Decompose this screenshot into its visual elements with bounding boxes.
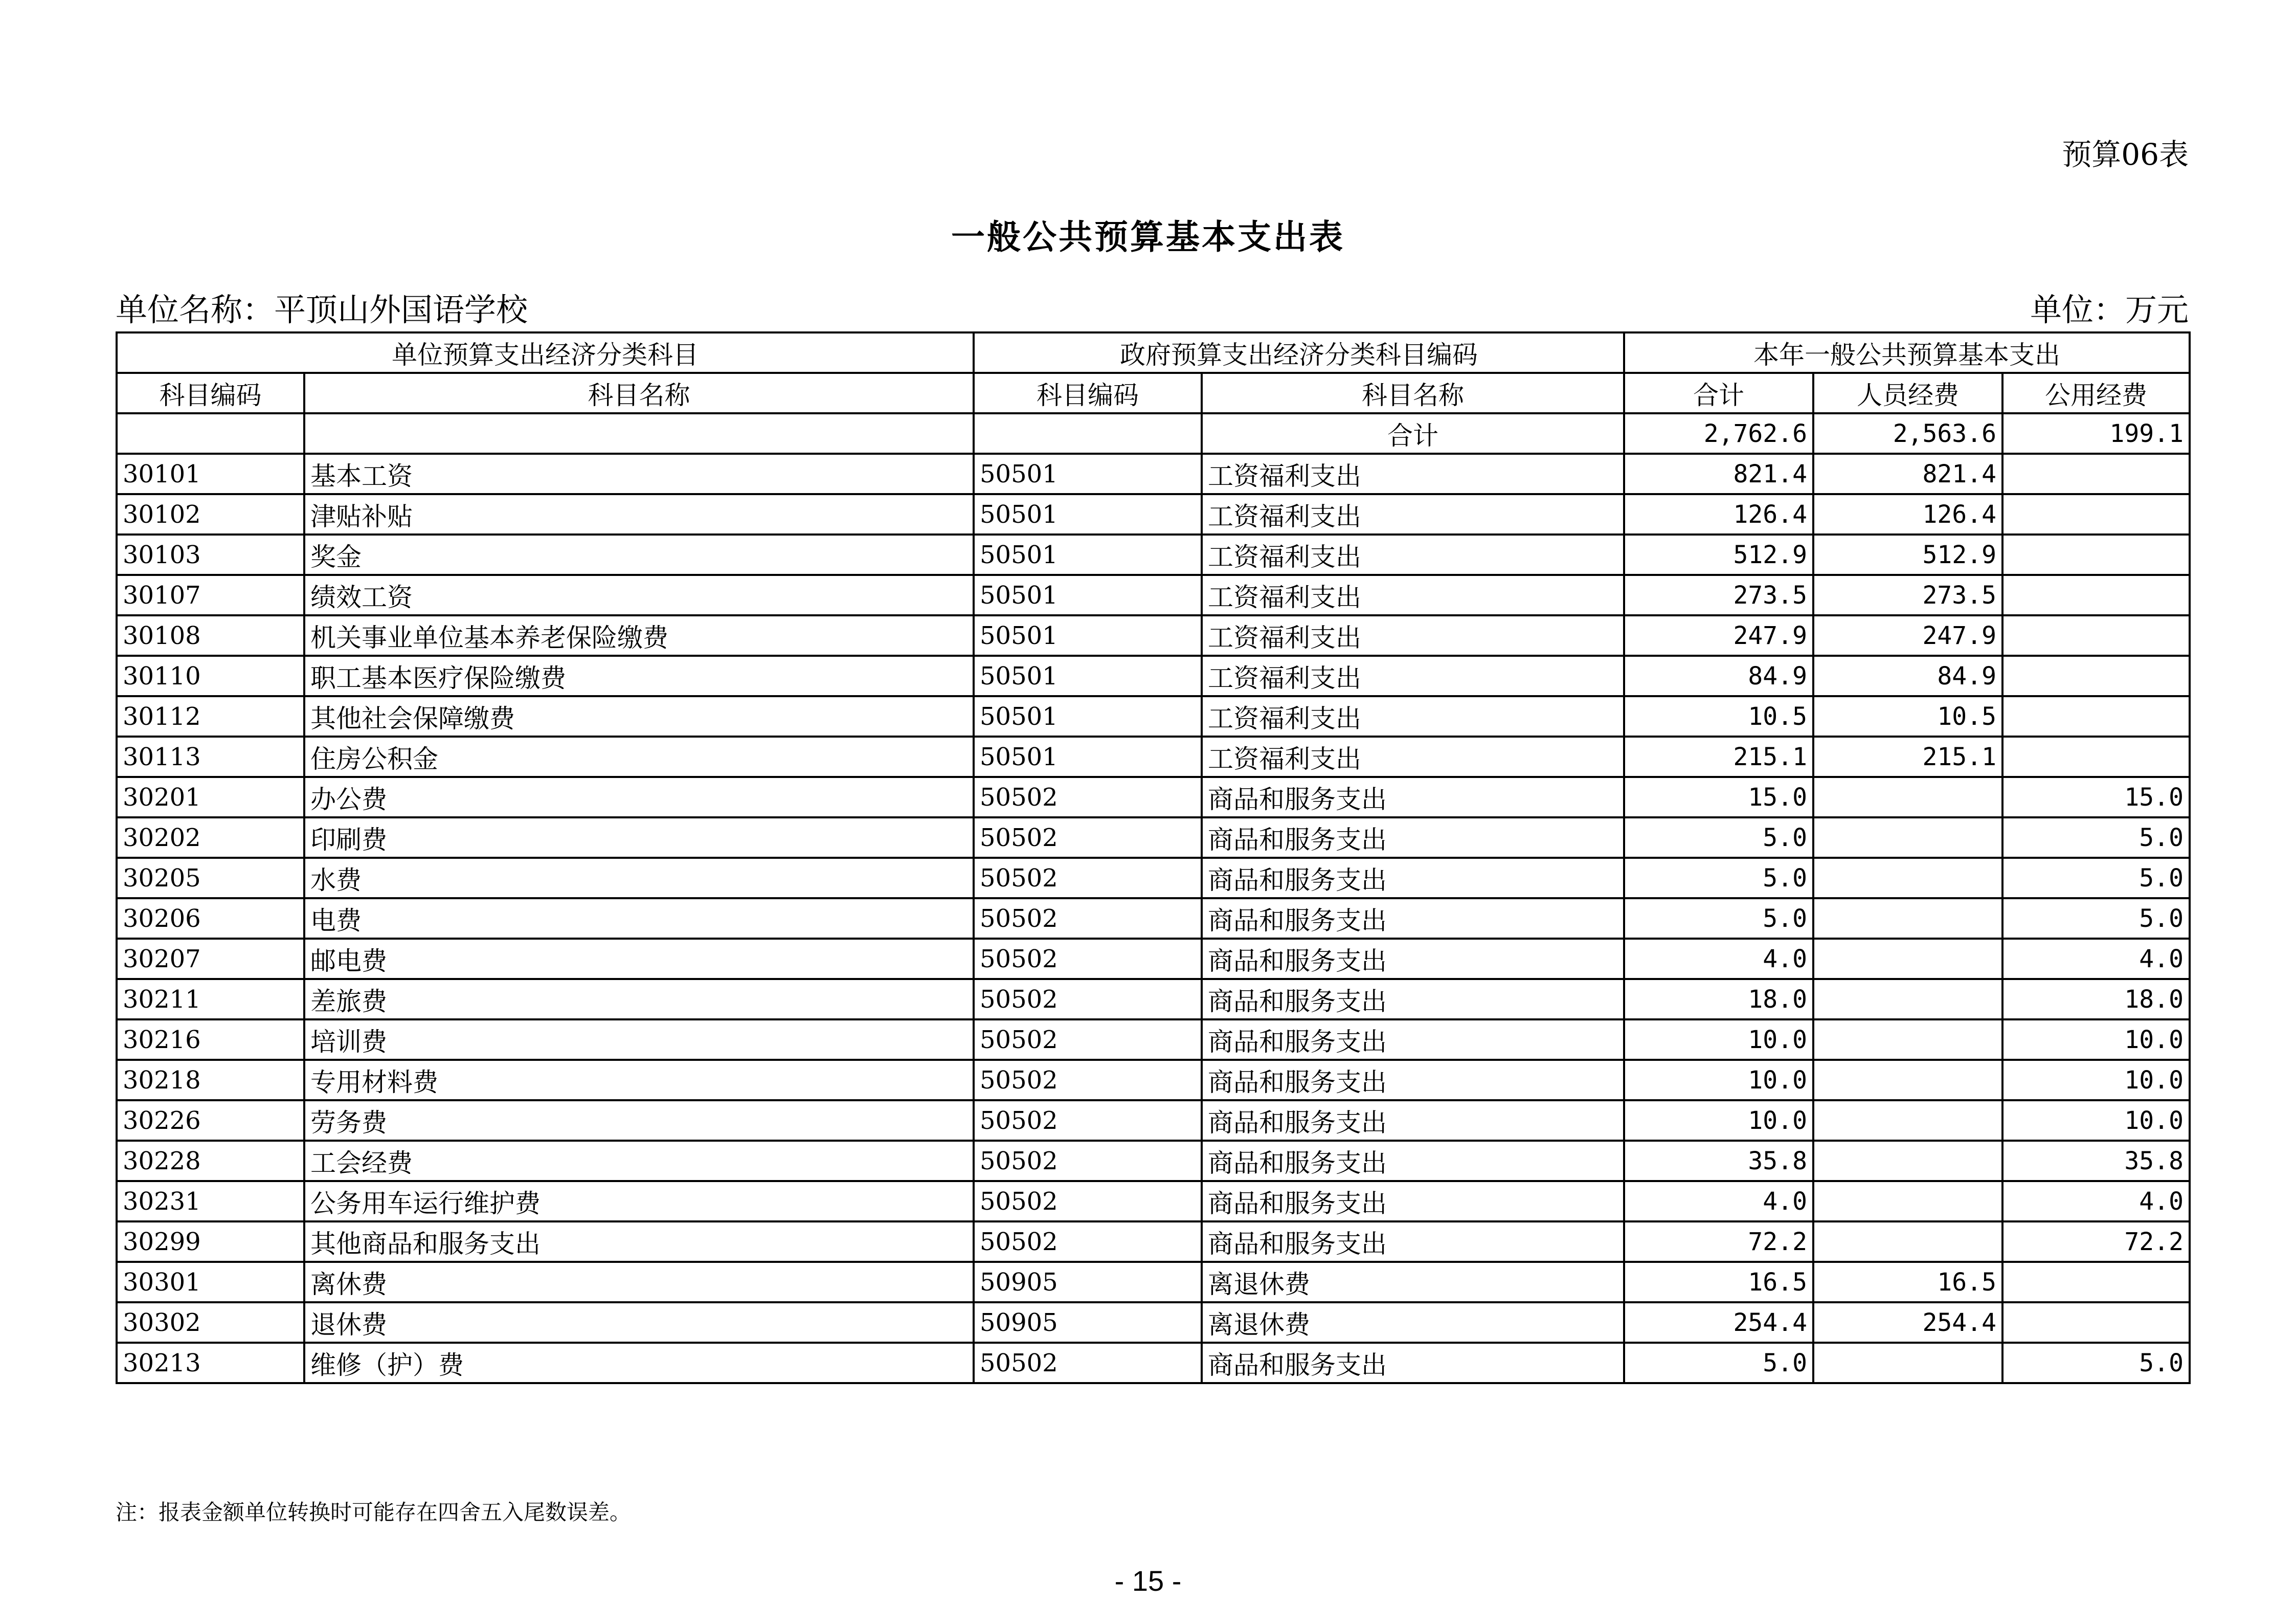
cell-gov-subject-name: 商品和服务支出 bbox=[1202, 979, 1624, 1019]
cell-public-expense bbox=[2002, 1302, 2190, 1343]
unit-line bbox=[116, 286, 2189, 327]
page-title: 一般公共预算基本支出表 bbox=[951, 217, 1345, 257]
cell-total: 821.4 bbox=[1624, 454, 1813, 494]
table-row bbox=[117, 615, 2190, 656]
cell-subject-code: 30202 bbox=[117, 817, 304, 858]
table-row bbox=[117, 777, 2190, 817]
header-annual-expenditure: 本年一般公共预算基本支出 bbox=[1624, 332, 2190, 373]
cell-personnel-expense bbox=[1813, 1100, 2002, 1141]
cell-subject-name: 培训费 bbox=[304, 1019, 974, 1060]
table-row bbox=[117, 898, 2190, 939]
header-government-classification: 政府预算支出经济分类科目编码 bbox=[974, 332, 1624, 373]
cell-public-expense bbox=[2002, 494, 2190, 535]
cell-subject-code: 30110 bbox=[117, 656, 304, 696]
cell-personnel-expense bbox=[1813, 1221, 2002, 1262]
header-column-row bbox=[117, 373, 2190, 413]
cell-subject-name: 津贴补贴 bbox=[304, 494, 974, 535]
cell-gov-subject-name: 商品和服务支出 bbox=[1202, 1221, 1624, 1262]
cell-subject-name: 劳务费 bbox=[304, 1100, 974, 1141]
cell-public-expense: 10.0 bbox=[2002, 1100, 2190, 1141]
cell-public-expense: 4.0 bbox=[2002, 1181, 2190, 1221]
cell-subject-name: 维修（护）费 bbox=[304, 1343, 974, 1383]
cell-public-expense: 10.0 bbox=[2002, 1019, 2190, 1060]
cell-gov-subject-name: 商品和服务支出 bbox=[1202, 1343, 1624, 1383]
cell-total: 126.4 bbox=[1624, 494, 1813, 535]
cell-gov-subject-code: 50502 bbox=[974, 817, 1202, 858]
cell-personnel-expense: 16.5 bbox=[1813, 1262, 2002, 1302]
total-row-public: 199.1 bbox=[2002, 413, 2190, 454]
cell-subject-name: 绩效工资 bbox=[304, 575, 974, 615]
cell-subject-code: 30107 bbox=[117, 575, 304, 615]
cell-public-expense: 5.0 bbox=[2002, 817, 2190, 858]
cell-subject-code: 30302 bbox=[117, 1302, 304, 1343]
cell-subject-name: 专用材料费 bbox=[304, 1060, 974, 1100]
cell-subject-code: 30299 bbox=[117, 1221, 304, 1262]
cell-total: 10.0 bbox=[1624, 1019, 1813, 1060]
cell-gov-subject-name: 商品和服务支出 bbox=[1202, 1019, 1624, 1060]
cell-gov-subject-name: 工资福利支出 bbox=[1202, 696, 1624, 737]
cell-total: 247.9 bbox=[1624, 615, 1813, 656]
footnote: 注：报表金额单位转换时可能存在四舍五入尾数误差。 bbox=[116, 1500, 632, 1525]
cell-gov-subject-code: 50501 bbox=[974, 535, 1202, 575]
cell-total: 35.8 bbox=[1624, 1141, 1813, 1181]
table-row bbox=[117, 1302, 2190, 1343]
currency-unit: 单位：万元 bbox=[2030, 291, 2189, 328]
cell-gov-subject-name: 工资福利支出 bbox=[1202, 575, 1624, 615]
cell-subject-code: 30231 bbox=[117, 1181, 304, 1221]
cell-personnel-expense bbox=[1813, 898, 2002, 939]
cell-subject-name: 其他社会保障缴费 bbox=[304, 696, 974, 737]
total-row-code bbox=[117, 413, 304, 454]
table-row bbox=[117, 1141, 2190, 1181]
cell-subject-code: 30102 bbox=[117, 494, 304, 535]
cell-total: 10.0 bbox=[1624, 1100, 1813, 1141]
cell-personnel-expense bbox=[1813, 1181, 2002, 1221]
cell-gov-subject-code: 50905 bbox=[974, 1262, 1202, 1302]
header-subject-name: 科目名称 bbox=[304, 373, 974, 413]
cell-total: 18.0 bbox=[1624, 979, 1813, 1019]
header-group-row bbox=[117, 332, 2190, 373]
cell-subject-code: 30112 bbox=[117, 696, 304, 737]
cell-subject-code: 30216 bbox=[117, 1019, 304, 1060]
cell-gov-subject-code: 50502 bbox=[974, 1100, 1202, 1141]
cell-total: 5.0 bbox=[1624, 817, 1813, 858]
cell-total: 15.0 bbox=[1624, 777, 1813, 817]
cell-personnel-expense bbox=[1813, 777, 2002, 817]
cell-personnel-expense: 10.5 bbox=[1813, 696, 2002, 737]
cell-personnel-expense: 273.5 bbox=[1813, 575, 2002, 615]
cell-public-expense: 15.0 bbox=[2002, 777, 2190, 817]
table-header bbox=[117, 332, 2190, 413]
total-row-label: 合计 bbox=[1202, 413, 1624, 454]
cell-gov-subject-name: 商品和服务支出 bbox=[1202, 898, 1624, 939]
cell-total: 5.0 bbox=[1624, 1343, 1813, 1383]
header-total: 合计 bbox=[1624, 373, 1813, 413]
cell-subject-name: 电费 bbox=[304, 898, 974, 939]
table-row bbox=[117, 1060, 2190, 1100]
cell-subject-code: 30211 bbox=[117, 979, 304, 1019]
cell-gov-subject-code: 50502 bbox=[974, 1221, 1202, 1262]
header-public-expense: 公用经费 bbox=[2002, 373, 2190, 413]
cell-gov-subject-code: 50502 bbox=[974, 1343, 1202, 1383]
cell-gov-subject-name: 工资福利支出 bbox=[1202, 535, 1624, 575]
cell-subject-name: 基本工资 bbox=[304, 454, 974, 494]
table-row bbox=[117, 939, 2190, 979]
cell-gov-subject-name: 工资福利支出 bbox=[1202, 494, 1624, 535]
header-gov-subject-code: 科目编码 bbox=[974, 373, 1202, 413]
cell-subject-name: 住房公积金 bbox=[304, 737, 974, 777]
cell-personnel-expense: 512.9 bbox=[1813, 535, 2002, 575]
cell-total: 84.9 bbox=[1624, 656, 1813, 696]
cell-subject-name: 工会经费 bbox=[304, 1141, 974, 1181]
cell-subject-code: 30226 bbox=[117, 1100, 304, 1141]
total-row-gov-code bbox=[974, 413, 1202, 454]
budget-table bbox=[116, 331, 2191, 1384]
table-row bbox=[117, 1100, 2190, 1141]
total-row-name bbox=[304, 413, 974, 454]
cell-gov-subject-name: 商品和服务支出 bbox=[1202, 1060, 1624, 1100]
cell-public-expense: 5.0 bbox=[2002, 898, 2190, 939]
cell-public-expense bbox=[2002, 737, 2190, 777]
header-subject-code: 科目编码 bbox=[117, 373, 304, 413]
cell-total: 10.5 bbox=[1624, 696, 1813, 737]
table-row bbox=[117, 535, 2190, 575]
cell-subject-code: 30101 bbox=[117, 454, 304, 494]
cell-public-expense bbox=[2002, 696, 2190, 737]
cell-subject-code: 30201 bbox=[117, 777, 304, 817]
cell-public-expense: 35.8 bbox=[2002, 1141, 2190, 1181]
table-body bbox=[117, 413, 2190, 1383]
table-row bbox=[117, 1181, 2190, 1221]
cell-public-expense bbox=[2002, 1262, 2190, 1302]
cell-subject-code: 30213 bbox=[117, 1343, 304, 1383]
cell-total: 273.5 bbox=[1624, 575, 1813, 615]
total-row-total: 2,762.6 bbox=[1624, 413, 1813, 454]
page-number: - 15 - bbox=[1114, 1565, 1182, 1597]
cell-personnel-expense: 254.4 bbox=[1813, 1302, 2002, 1343]
table-row bbox=[117, 1221, 2190, 1262]
cell-subject-name: 机关事业单位基本养老保险缴费 bbox=[304, 615, 974, 656]
header-unit-classification: 单位预算支出经济分类科目 bbox=[117, 332, 974, 373]
cell-public-expense: 10.0 bbox=[2002, 1060, 2190, 1100]
cell-subject-code: 30206 bbox=[117, 898, 304, 939]
cell-gov-subject-code: 50502 bbox=[974, 1060, 1202, 1100]
table-row bbox=[117, 1019, 2190, 1060]
cell-total: 5.0 bbox=[1624, 898, 1813, 939]
cell-personnel-expense: 126.4 bbox=[1813, 494, 2002, 535]
total-row bbox=[117, 413, 2190, 454]
cell-subject-name: 其他商品和服务支出 bbox=[304, 1221, 974, 1262]
cell-gov-subject-code: 50502 bbox=[974, 1019, 1202, 1060]
header-gov-subject-name: 科目名称 bbox=[1202, 373, 1624, 413]
cell-public-expense bbox=[2002, 454, 2190, 494]
cell-total: 4.0 bbox=[1624, 1181, 1813, 1221]
table-row bbox=[117, 979, 2190, 1019]
cell-gov-subject-code: 50502 bbox=[974, 939, 1202, 979]
cell-subject-name: 奖金 bbox=[304, 535, 974, 575]
cell-gov-subject-name: 商品和服务支出 bbox=[1202, 939, 1624, 979]
cell-public-expense bbox=[2002, 656, 2190, 696]
cell-gov-subject-code: 50501 bbox=[974, 494, 1202, 535]
cell-total: 4.0 bbox=[1624, 939, 1813, 979]
header-personnel-expense: 人员经费 bbox=[1813, 373, 2002, 413]
cell-subject-name: 职工基本医疗保险缴费 bbox=[304, 656, 974, 696]
cell-subject-code: 30205 bbox=[117, 858, 304, 898]
cell-total: 254.4 bbox=[1624, 1302, 1813, 1343]
cell-gov-subject-name: 商品和服务支出 bbox=[1202, 817, 1624, 858]
cell-gov-subject-code: 50502 bbox=[974, 1141, 1202, 1181]
cell-total: 512.9 bbox=[1624, 535, 1813, 575]
cell-personnel-expense bbox=[1813, 1141, 2002, 1181]
cell-gov-subject-name: 工资福利支出 bbox=[1202, 615, 1624, 656]
cell-gov-subject-code: 50501 bbox=[974, 696, 1202, 737]
cell-subject-name: 水费 bbox=[304, 858, 974, 898]
cell-total: 5.0 bbox=[1624, 858, 1813, 898]
cell-gov-subject-code: 50502 bbox=[974, 858, 1202, 898]
cell-subject-code: 30207 bbox=[117, 939, 304, 979]
cell-personnel-expense bbox=[1813, 939, 2002, 979]
cell-gov-subject-code: 50905 bbox=[974, 1302, 1202, 1343]
cell-public-expense: 72.2 bbox=[2002, 1221, 2190, 1262]
cell-subject-code: 30301 bbox=[117, 1262, 304, 1302]
cell-personnel-expense bbox=[1813, 979, 2002, 1019]
cell-personnel-expense bbox=[1813, 817, 2002, 858]
cell-gov-subject-name: 工资福利支出 bbox=[1202, 656, 1624, 696]
cell-personnel-expense bbox=[1813, 1060, 2002, 1100]
cell-gov-subject-name: 商品和服务支出 bbox=[1202, 1100, 1624, 1141]
cell-public-expense bbox=[2002, 575, 2190, 615]
cell-total: 16.5 bbox=[1624, 1262, 1813, 1302]
unit-name: 单位名称：平顶山外国语学校 bbox=[116, 291, 528, 328]
cell-gov-subject-code: 50502 bbox=[974, 898, 1202, 939]
cell-subject-name: 办公费 bbox=[304, 777, 974, 817]
cell-gov-subject-name: 离退休费 bbox=[1202, 1302, 1624, 1343]
cell-personnel-expense bbox=[1813, 858, 2002, 898]
cell-gov-subject-code: 50501 bbox=[974, 737, 1202, 777]
table-row bbox=[117, 858, 2190, 898]
cell-personnel-expense bbox=[1813, 1019, 2002, 1060]
cell-gov-subject-code: 50501 bbox=[974, 656, 1202, 696]
cell-subject-name: 印刷费 bbox=[304, 817, 974, 858]
cell-total: 10.0 bbox=[1624, 1060, 1813, 1100]
cell-personnel-expense: 215.1 bbox=[1813, 737, 2002, 777]
total-row-personnel: 2,563.6 bbox=[1813, 413, 2002, 454]
cell-gov-subject-name: 商品和服务支出 bbox=[1202, 1141, 1624, 1181]
cell-subject-name: 差旅费 bbox=[304, 979, 974, 1019]
cell-subject-code: 30103 bbox=[117, 535, 304, 575]
form-number: 预算06表 bbox=[2062, 137, 2189, 172]
cell-total: 72.2 bbox=[1624, 1221, 1813, 1262]
table-row bbox=[117, 817, 2190, 858]
cell-gov-subject-name: 商品和服务支出 bbox=[1202, 858, 1624, 898]
cell-gov-subject-code: 50501 bbox=[974, 615, 1202, 656]
cell-personnel-expense: 247.9 bbox=[1813, 615, 2002, 656]
table-row bbox=[117, 737, 2190, 777]
cell-gov-subject-name: 工资福利支出 bbox=[1202, 454, 1624, 494]
cell-public-expense: 18.0 bbox=[2002, 979, 2190, 1019]
cell-public-expense: 4.0 bbox=[2002, 939, 2190, 979]
cell-subject-code: 30228 bbox=[117, 1141, 304, 1181]
cell-gov-subject-name: 商品和服务支出 bbox=[1202, 777, 1624, 817]
cell-gov-subject-name: 商品和服务支出 bbox=[1202, 1181, 1624, 1221]
cell-public-expense bbox=[2002, 615, 2190, 656]
cell-gov-subject-code: 50502 bbox=[974, 1181, 1202, 1221]
cell-gov-subject-code: 50502 bbox=[974, 979, 1202, 1019]
cell-gov-subject-code: 50501 bbox=[974, 454, 1202, 494]
cell-gov-subject-code: 50501 bbox=[974, 575, 1202, 615]
cell-subject-name: 退休费 bbox=[304, 1302, 974, 1343]
cell-public-expense: 5.0 bbox=[2002, 858, 2190, 898]
cell-total: 215.1 bbox=[1624, 737, 1813, 777]
cell-public-expense: 5.0 bbox=[2002, 1343, 2190, 1383]
cell-gov-subject-name: 工资福利支出 bbox=[1202, 737, 1624, 777]
cell-personnel-expense bbox=[1813, 1343, 2002, 1383]
table-row bbox=[117, 1343, 2190, 1383]
cell-subject-code: 30218 bbox=[117, 1060, 304, 1100]
cell-personnel-expense: 821.4 bbox=[1813, 454, 2002, 494]
cell-gov-subject-name: 离退休费 bbox=[1202, 1262, 1624, 1302]
table-row bbox=[117, 1262, 2190, 1302]
table-row bbox=[117, 696, 2190, 737]
cell-subject-name: 邮电费 bbox=[304, 939, 974, 979]
cell-public-expense bbox=[2002, 535, 2190, 575]
table-row bbox=[117, 656, 2190, 696]
cell-subject-code: 30113 bbox=[117, 737, 304, 777]
table-row bbox=[117, 494, 2190, 535]
table-row bbox=[117, 454, 2190, 494]
cell-subject-name: 公务用车运行维护费 bbox=[304, 1181, 974, 1221]
cell-subject-code: 30108 bbox=[117, 615, 304, 656]
table-row bbox=[117, 575, 2190, 615]
cell-personnel-expense: 84.9 bbox=[1813, 656, 2002, 696]
cell-gov-subject-code: 50502 bbox=[974, 777, 1202, 817]
cell-subject-name: 离休费 bbox=[304, 1262, 974, 1302]
